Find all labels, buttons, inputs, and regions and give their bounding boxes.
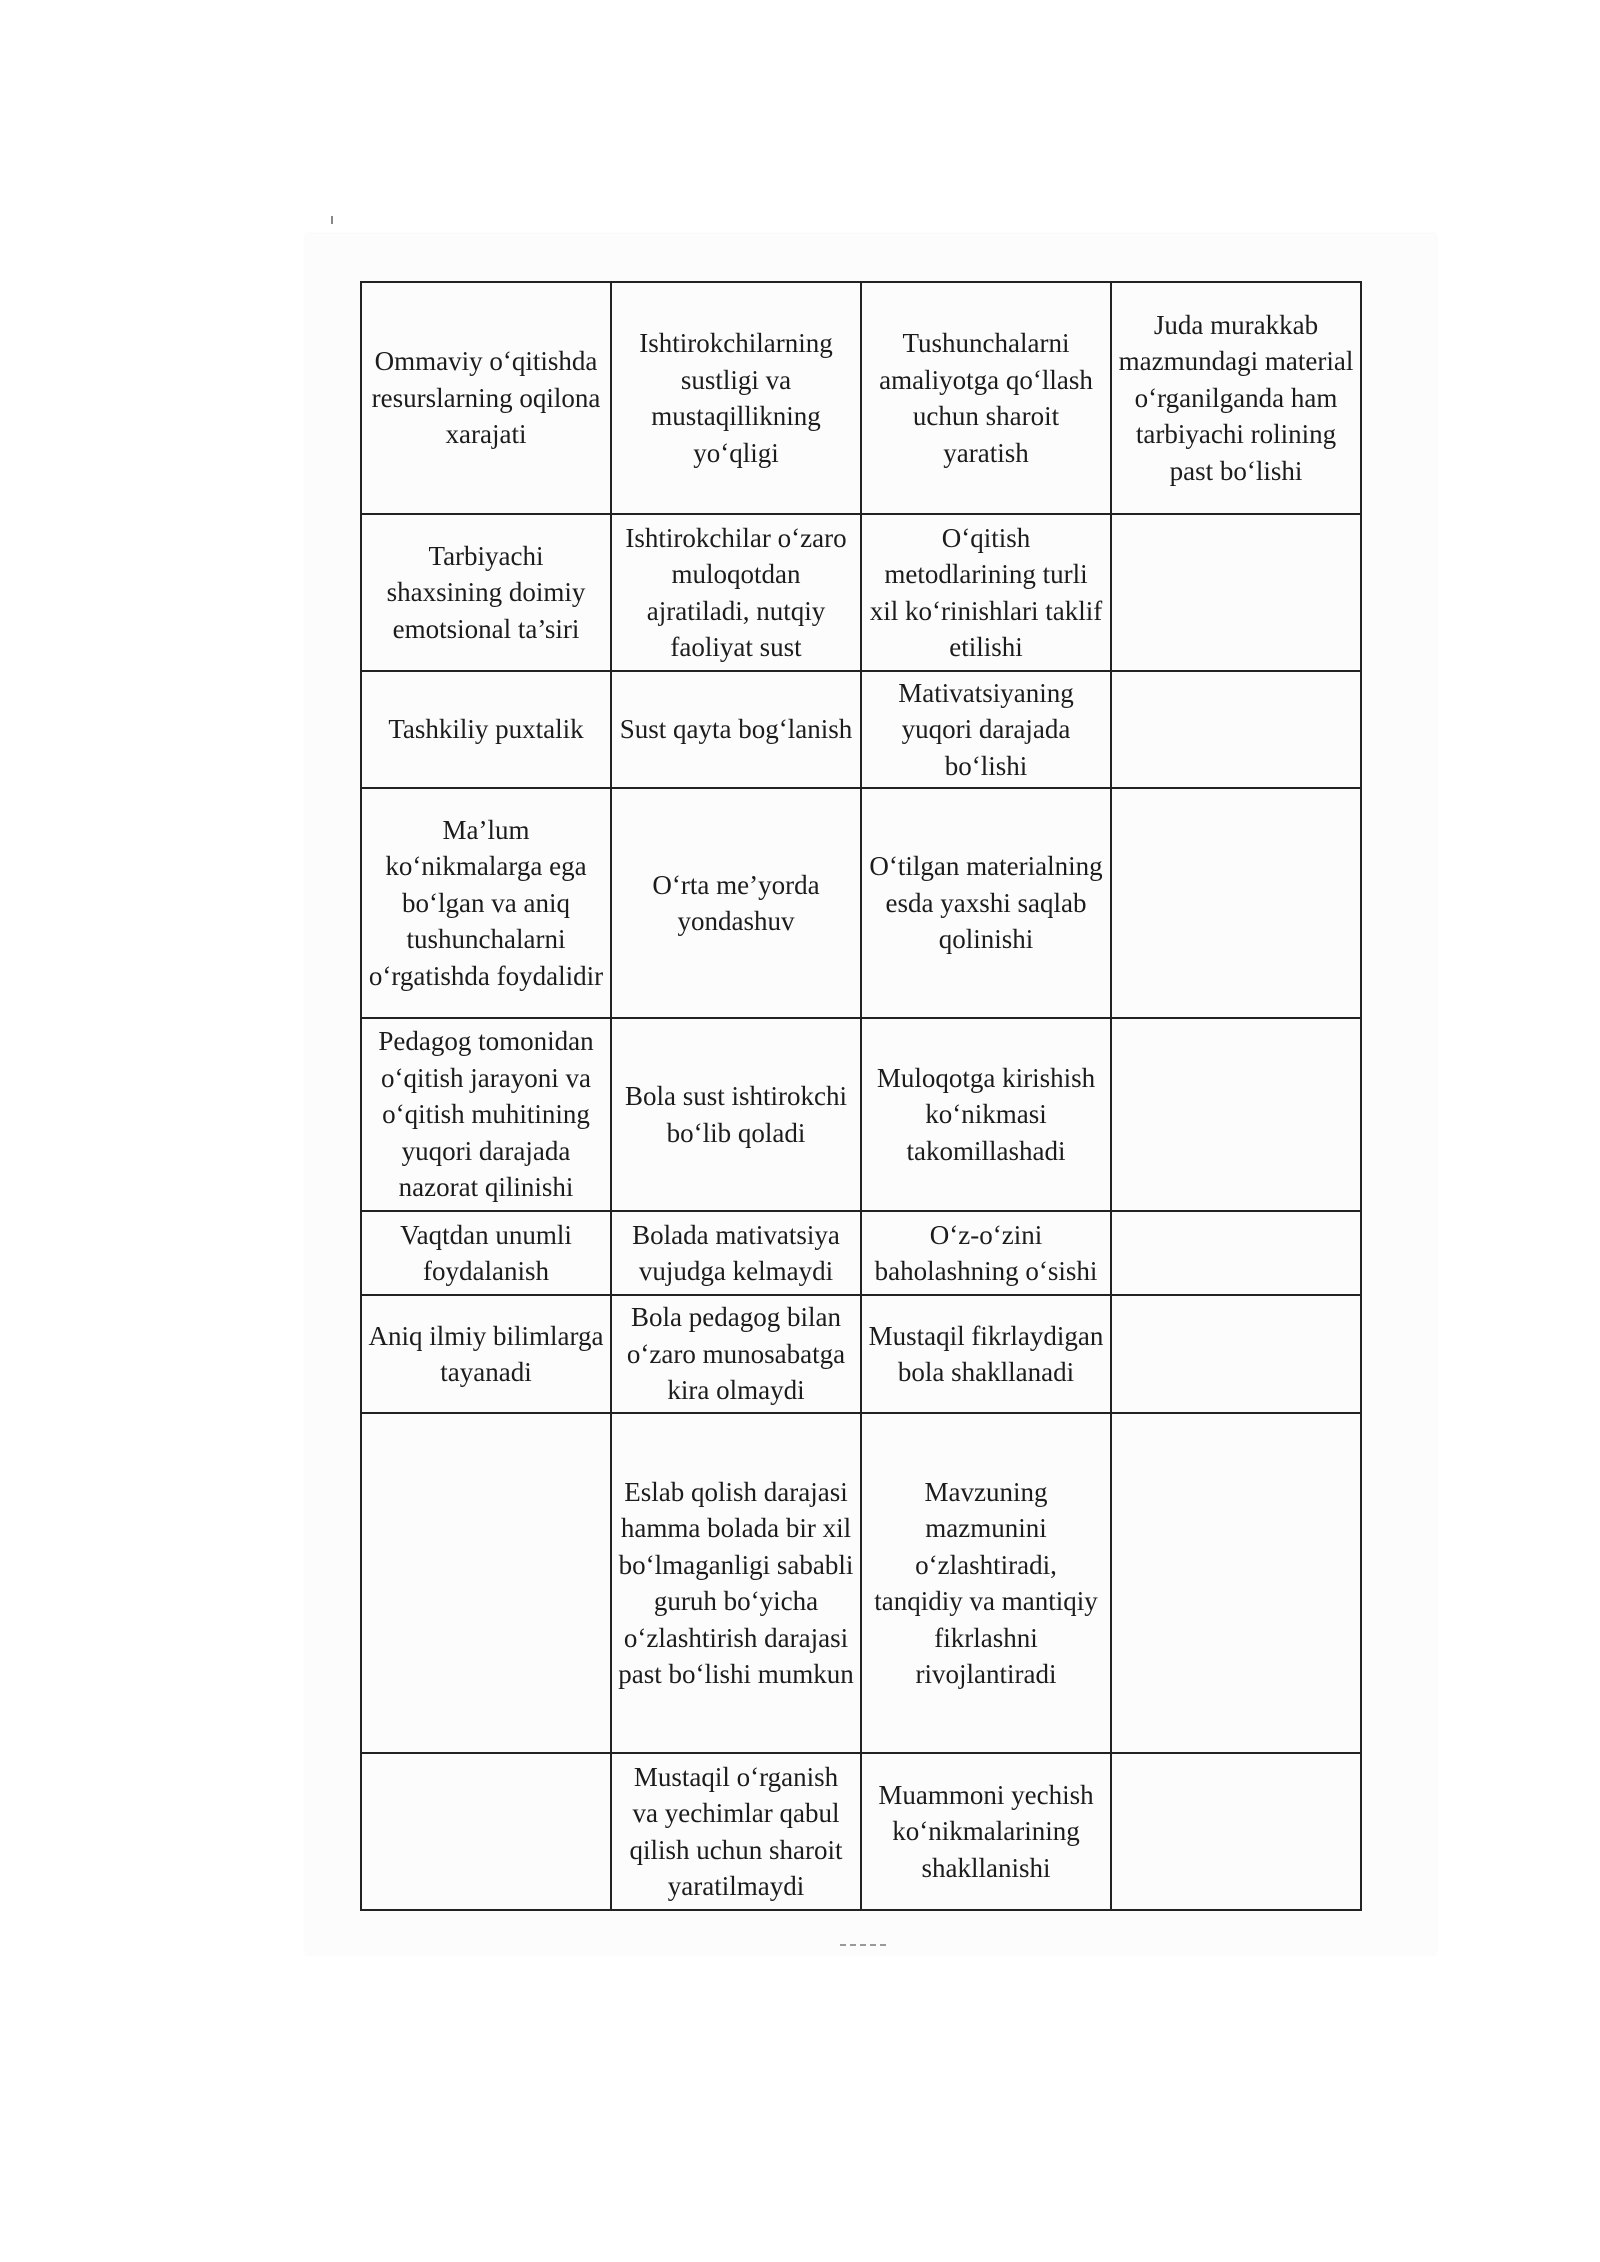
table-cell: Bolada mativatsiya vujudga kelmaydi — [611, 1211, 861, 1295]
comparison-table — [360, 281, 1362, 1911]
table-cell: O‘z-o‘zini baholashning o‘sishi — [861, 1211, 1111, 1295]
table-cell — [1111, 788, 1361, 1018]
table-cell — [1111, 1413, 1361, 1753]
table-cell — [1111, 671, 1361, 788]
page-number-mark — [840, 1944, 886, 1949]
table-cell: Mustaqil fikrlaydigan bola shakllanadi — [861, 1295, 1111, 1413]
table-cell: Bola sust ishtirokchi bo‘lib qoladi — [611, 1018, 861, 1211]
table-cell: Ma’lum ko‘nikmalarga ega bo‘lgan va aniq tushunchalarni o‘rgatishda foydalidir — [361, 788, 611, 1018]
table-cell: Bola pedagog bilan o‘zaro munosabatga kira olmaydi — [611, 1295, 861, 1413]
table-cell: Mustaqil o‘rganish va yechimlar qabul qilish uchun sharoit yaratilmaydi — [611, 1753, 861, 1910]
table-row — [361, 671, 1361, 788]
table-cell: Eslab qolish darajasi hamma bolada bir xil bo‘lmaganligi sababli guruh bo‘yicha o‘zlashtirish darajasi past bo‘lishi mumkun — [611, 1413, 861, 1753]
table-cell: O‘tilgan materialning esda yaxshi saqlab qolinishi — [861, 788, 1111, 1018]
table-cell: Mativatsiyaning yuqori darajada bo‘lishi — [861, 671, 1111, 788]
table-cell: Muloqotga kirishish ko‘nikmasi takomillashadi — [861, 1018, 1111, 1211]
scan-artifact — [331, 216, 333, 224]
table-cell: Vaqtdan unumli foydalanish — [361, 1211, 611, 1295]
table-cell: O‘qitish metodlarining turli xil ko‘rinishlari taklif etilishi — [861, 514, 1111, 671]
table-row — [361, 282, 1361, 514]
table-cell: Muammoni yechish ko‘nikmalarining shakllanishi — [861, 1753, 1111, 1910]
table-cell: O‘rta me’yorda yondashuv — [611, 788, 861, 1018]
table-cell: Juda murakkab mazmundagi material o‘rganilganda ham tarbiyachi rolining past bo‘lishi — [1111, 282, 1361, 514]
table-cell: Aniq ilmiy bilimlarga tayanadi — [361, 1295, 611, 1413]
table-row — [361, 514, 1361, 671]
table-cell: Tashkiliy puxtalik — [361, 671, 611, 788]
table-cell: Pedagog tomonidan o‘qitish jarayoni va o‘qitish muhitining yuqori darajada nazorat qilinishi — [361, 1018, 611, 1211]
table-row — [361, 1211, 1361, 1295]
table-cell — [1111, 1211, 1361, 1295]
table-cell: Mavzuning mazmunini o‘zlashtiradi, tanqidiy va mantiqiy fikrlashni rivojlantiradi — [861, 1413, 1111, 1753]
table-row — [361, 1753, 1361, 1910]
table-cell — [361, 1753, 611, 1910]
table-cell — [1111, 1753, 1361, 1910]
table-row — [361, 1018, 1361, 1211]
table-cell — [361, 1413, 611, 1753]
table-cell: Ishtirokchilar o‘zaro muloqotdan ajratiladi, nutqiy faoliyat sust — [611, 514, 861, 671]
table-cell: Ishtirokchilarning sustligi va mustaqillikning yo‘qligi — [611, 282, 861, 514]
table-row — [361, 1295, 1361, 1413]
table-cell: Ommaviy o‘qitishda resurslarning oqilona xarajati — [361, 282, 611, 514]
table-cell: Tarbiyachi shaxsining doimiy emotsional ta’siri — [361, 514, 611, 671]
table-row — [361, 1413, 1361, 1753]
table-cell — [1111, 1295, 1361, 1413]
table-cell — [1111, 514, 1361, 671]
table-cell: Tushunchalarni amaliyotga qo‘llash uchun sharoit yaratish — [861, 282, 1111, 514]
table-cell — [1111, 1018, 1361, 1211]
table-row — [361, 788, 1361, 1018]
table-cell: Sust qayta bog‘lanish — [611, 671, 861, 788]
